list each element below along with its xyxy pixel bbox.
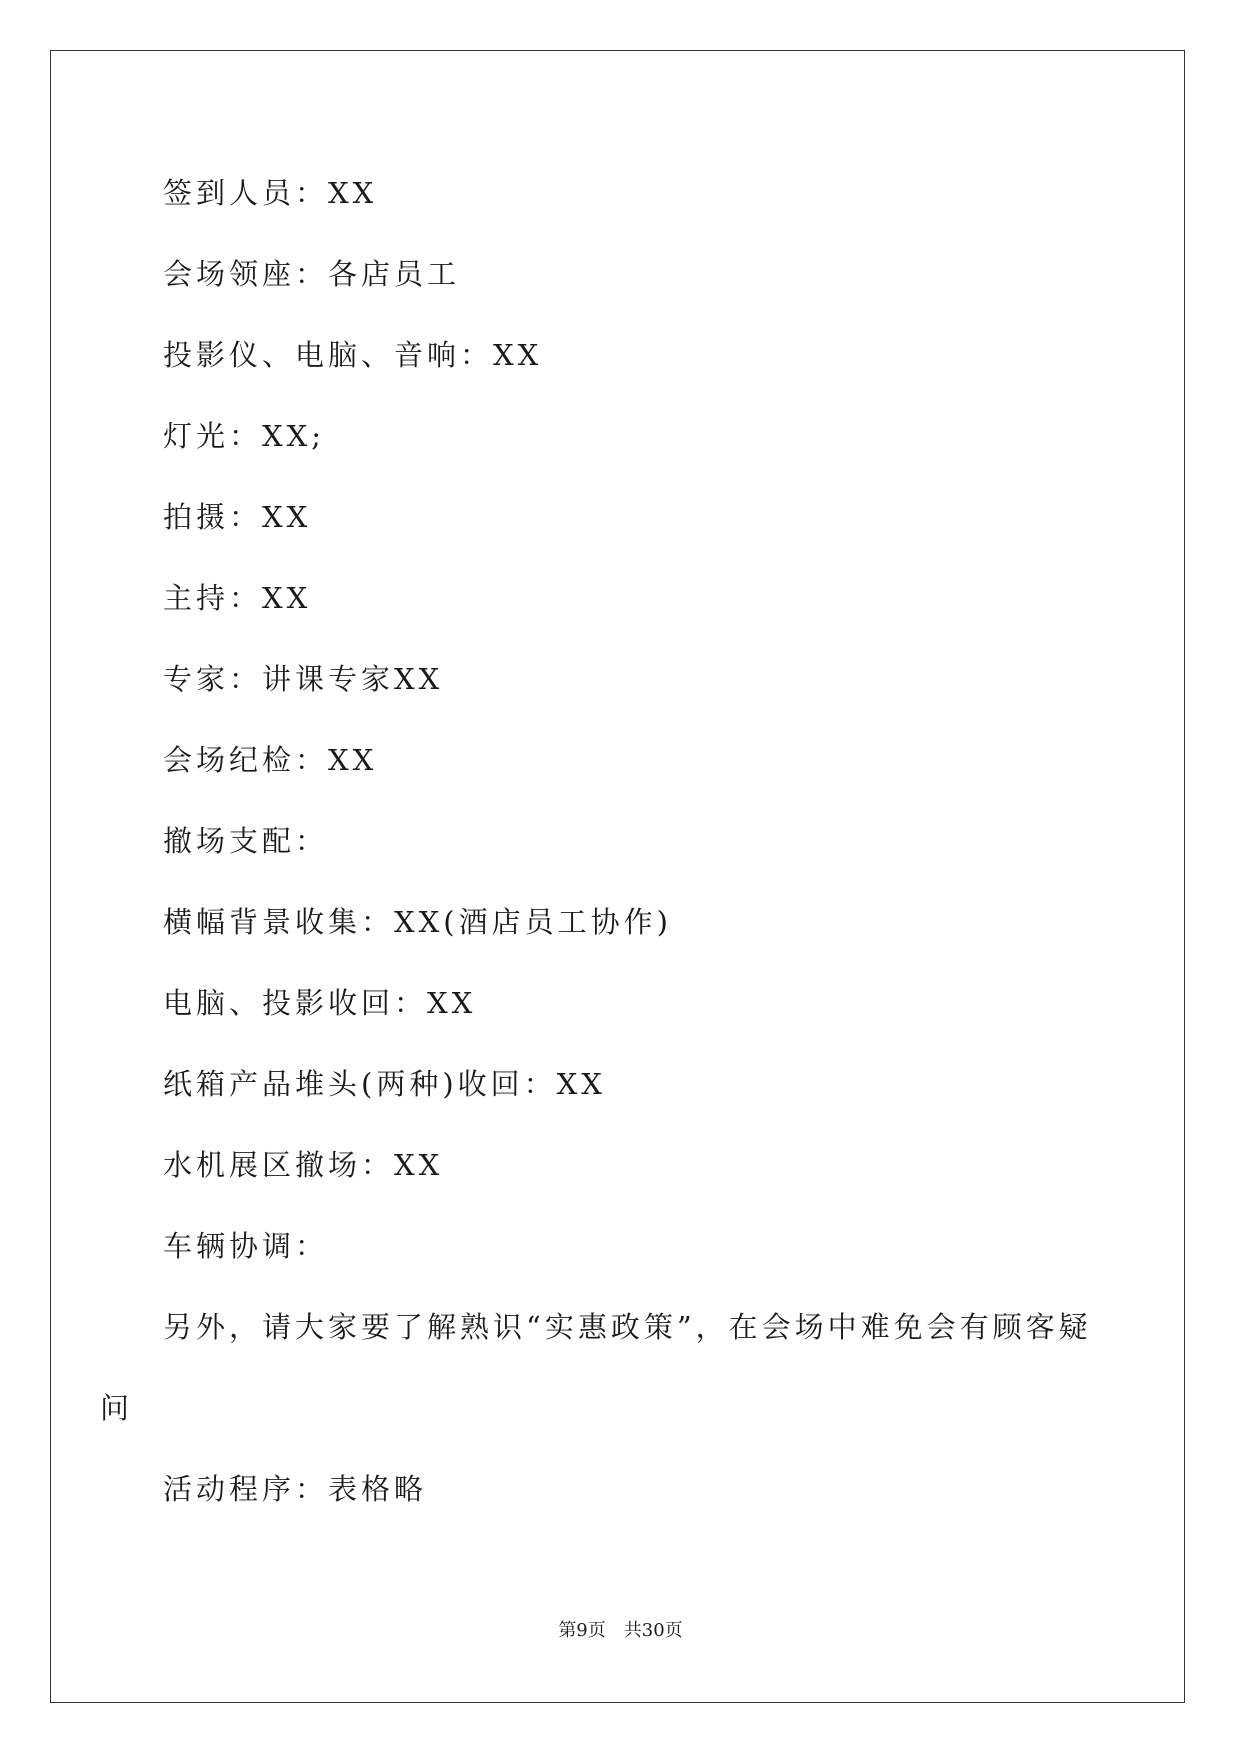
line-av: 投影仪、电脑、音响：XX: [163, 338, 543, 372]
line-discipline: 会场纪检：XX: [163, 743, 378, 777]
line-seating: 会场领座：各店员工: [163, 257, 461, 291]
line-signin: 签到人员：XX: [163, 176, 378, 210]
line-photography: 拍摄：XX: [163, 500, 312, 534]
line-policy-note: 另外，请大家要了解熟识“实惠政策”，在会场中难免会有顾客疑: [163, 1310, 1092, 1344]
page-footer: [0, 1622, 1241, 1640]
line-teardown-heading: 撤场支配：: [163, 824, 329, 858]
line-water-machine: 水机展区撤场：XX: [163, 1148, 444, 1182]
line-lighting: 灯光：XX;: [163, 419, 326, 453]
page-total: 共30页: [623, 1620, 683, 1641]
page-border: [50, 50, 1185, 1703]
line-vehicles: 车辆协调：: [163, 1229, 329, 1263]
line-banner: 横幅背景收集：XX(酒店员工协作): [163, 905, 672, 939]
page-number: 第9页: [558, 1620, 606, 1641]
line-expert: 专家：讲课专家XX: [163, 662, 444, 696]
line-program: 活动程序：表格略: [163, 1472, 428, 1506]
line-host: 主持：XX: [163, 581, 312, 615]
line-carton-return: 纸箱产品堆头(两种)收回：XX: [163, 1067, 606, 1101]
line-policy-note-cont: 问: [100, 1391, 134, 1425]
line-computer-return: 电脑、投影收回：XX: [163, 986, 477, 1020]
